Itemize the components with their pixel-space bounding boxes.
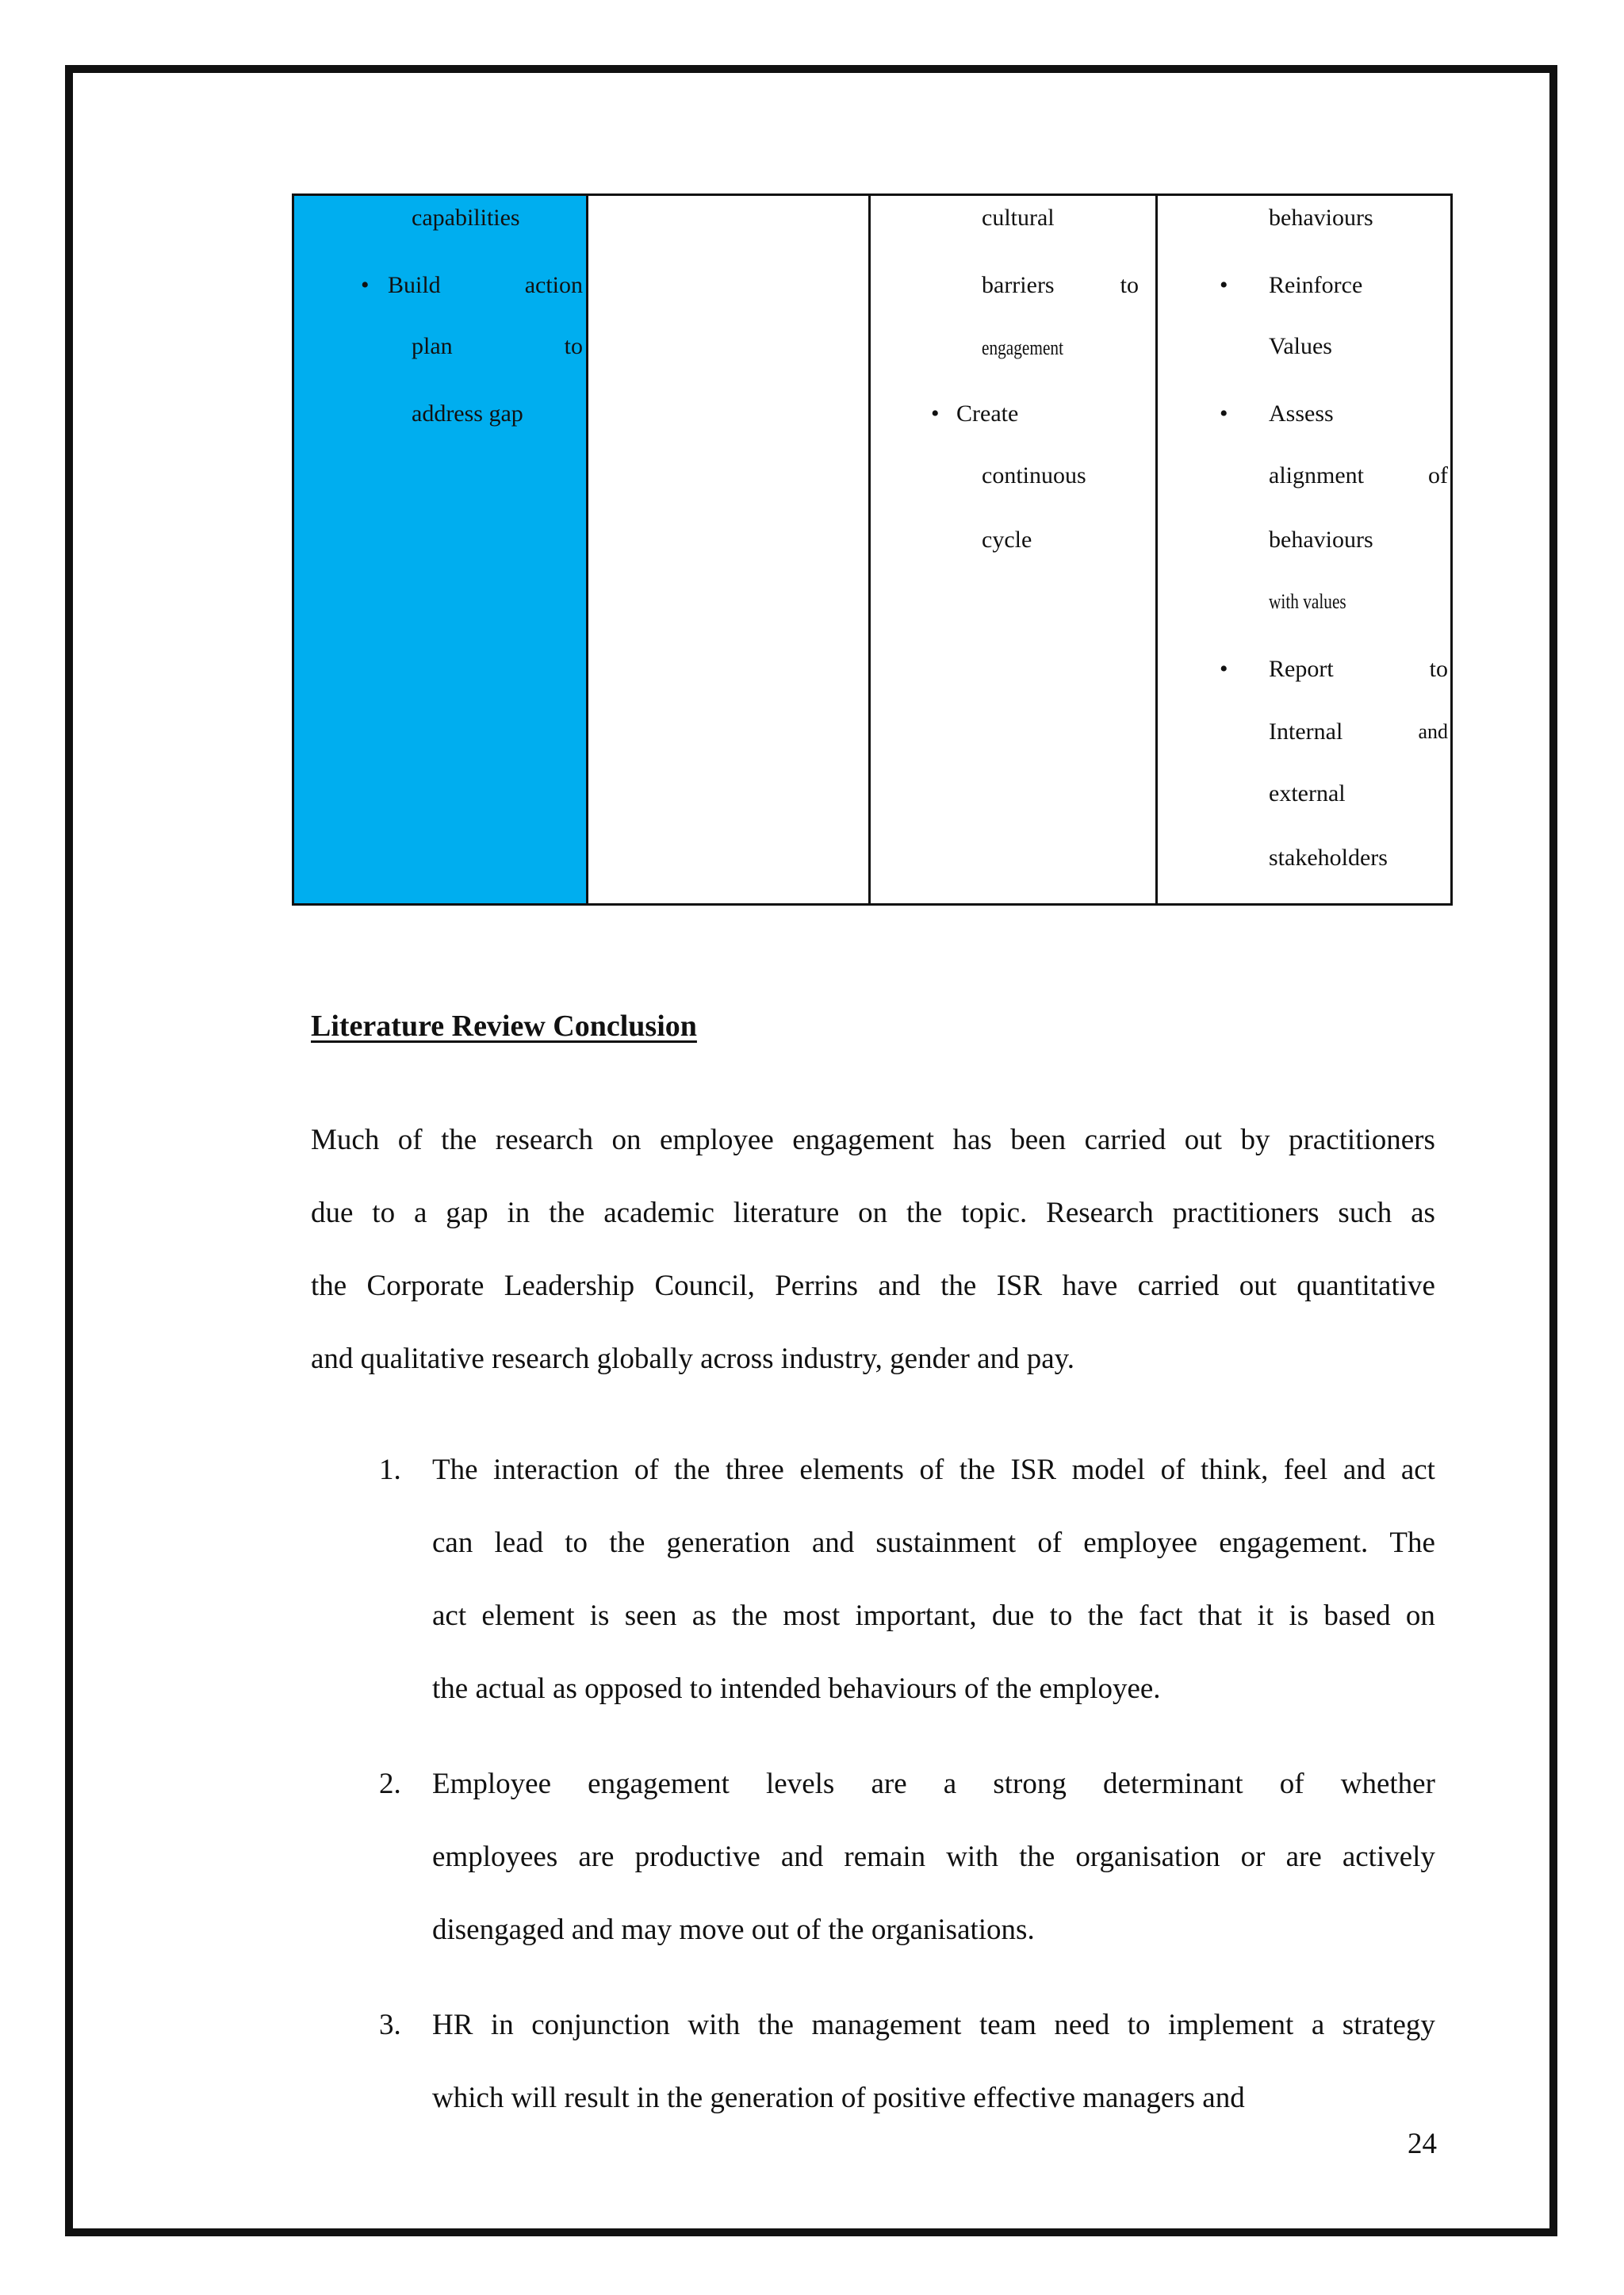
engagement-table [292,193,1453,906]
col3-line: Create [956,400,1019,427]
list-line: act element is seen as the most important, due to the fact that it is based on [432,1600,1435,1632]
col3-line: continuous [982,462,1086,489]
col4-line: with values [1269,590,1346,613]
col4-line: Assess [1269,400,1334,427]
table-cell-col3 [871,196,1158,903]
bullet-icon: • [1220,400,1228,427]
list-line: can lead to the generation and sustainment of employee engagement. The [432,1527,1435,1559]
col1-line: Build action [388,272,583,298]
col3-line: engagement [982,336,1063,359]
list-line: HR in conjunction with the management team need to implement a strategy [432,2009,1435,2041]
col4-line: external [1269,780,1346,807]
bullet-icon: • [1220,272,1228,298]
col4-line: Report to [1269,656,1448,682]
col4-line: behaviours [1269,205,1373,231]
table-cell-col1 [294,196,588,903]
list-number: 1. [379,1454,401,1486]
list-line: the actual as opposed to intended behaviours of the employee. [432,1672,1161,1705]
list-line: employees are productive and remain with the organisation or are actively [432,1841,1435,1873]
intro-paragraph [311,1104,1435,1396]
col1-line: plan to [412,333,583,359]
list-line: disengaged and may move out of the organisations. [432,1914,1035,1946]
col4-line: Values [1269,333,1332,359]
list-number: 2. [379,1768,401,1800]
paragraph-line: the Corporate Leadership Council, Perrins and the ISR have carried out quantitative [311,1270,1435,1302]
bullet-icon: • [361,272,370,298]
col1-line: address gap [412,400,523,427]
col4-line: behaviours [1269,527,1373,553]
paragraph-line: due to a gap in the academic literature on the topic. Research practitioners such as [311,1197,1435,1229]
section-heading: Literature Review Conclusion [311,1010,697,1043]
col3-line: cycle [982,527,1032,553]
bullet-icon: • [931,400,940,427]
table-cell-col4 [1158,196,1450,903]
list-line: which will result in the generation of positive effective managers and [432,2082,1245,2114]
paragraph-line: Much of the research on employee engagement has been carried out by practitioners [311,1124,1435,1156]
col3-line: cultural [982,205,1055,231]
col1-line: capabilities [412,205,520,231]
table-cell-col2 [588,196,871,903]
col3-line: barriers to [982,272,1139,298]
bullet-icon: • [1220,656,1228,682]
page-number: 24 [1408,2128,1437,2160]
list-line: Employee engagement levels are a strong determinant of whether [432,1768,1435,1800]
paragraph-line: and qualitative research globally across industry, gender and pay. [311,1343,1075,1375]
col4-line: Reinforce [1269,272,1363,298]
col4-line: alignment of [1269,462,1448,489]
list-line: The interaction of the three elements of the ISR model of think, feel and act [432,1454,1435,1486]
list-number: 3. [379,2009,401,2041]
col4-line: Internal and [1269,718,1448,745]
col4-line: stakeholders [1269,845,1388,871]
